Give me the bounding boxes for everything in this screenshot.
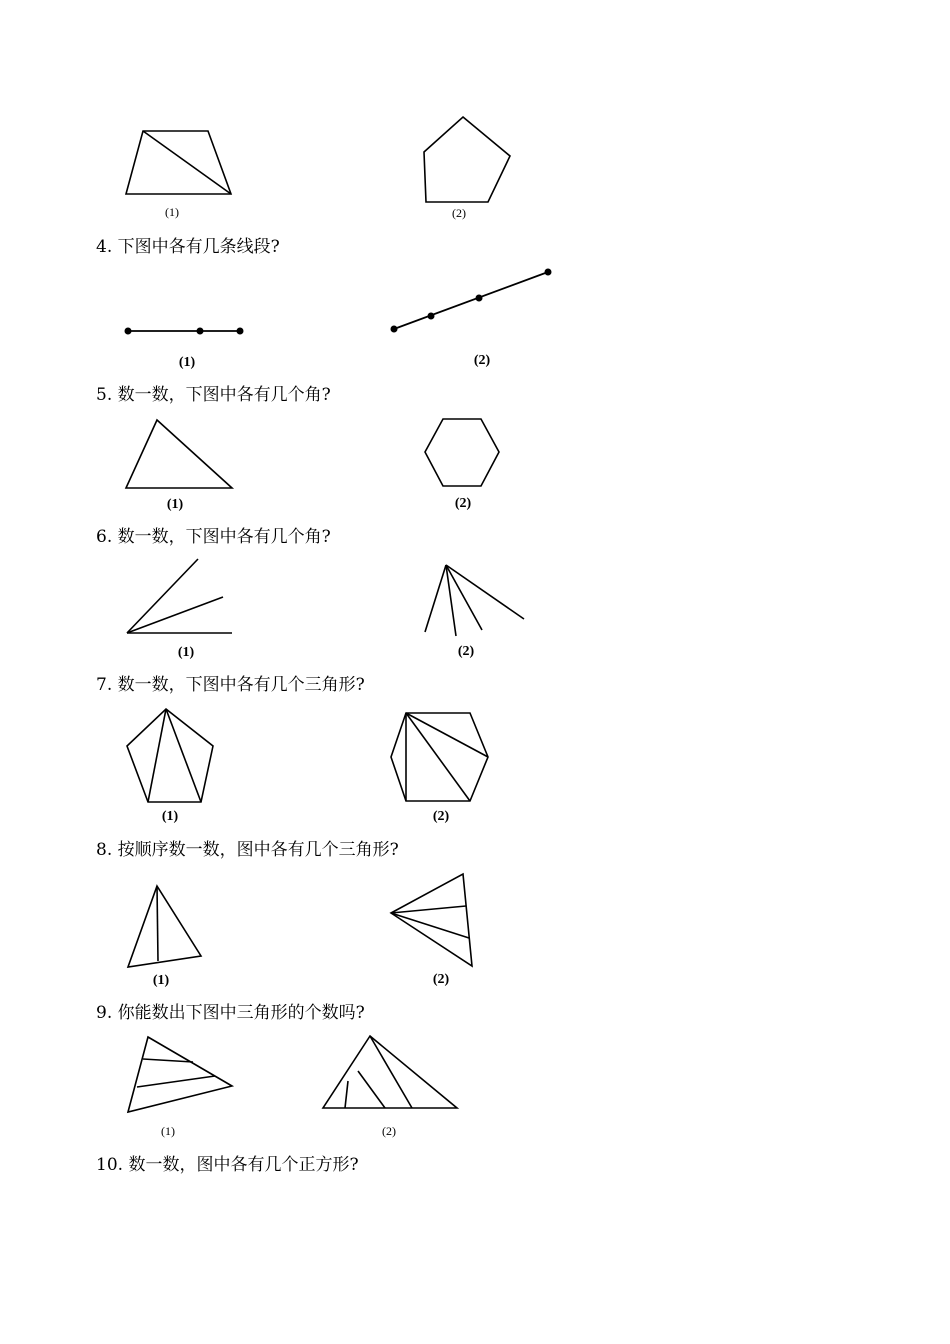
label-1: (1) <box>161 1124 175 1138</box>
label-2: (2) <box>452 206 466 220</box>
label-2: (2) <box>454 496 472 511</box>
figure-row-q6 <box>0 552 950 664</box>
label-2: (2) <box>432 809 450 824</box>
label-1: (1) <box>152 973 170 988</box>
hexagon <box>425 419 499 486</box>
question-9: 9. 你能数出下图中三角形的个数吗? <box>96 1003 365 1023</box>
figure-row-q3 <box>0 110 950 225</box>
angle-ray <box>127 597 223 633</box>
label-1: (1) <box>161 809 179 824</box>
label-1: (1) <box>177 645 195 660</box>
question-5: 5. 数一数，下图中各有几个角? <box>96 385 331 405</box>
question-10: 10. 数一数，图中各有几个正方形? <box>96 1155 359 1175</box>
figure-row-q4 <box>0 262 950 372</box>
label-2: (2) <box>382 1124 396 1138</box>
label-2: (2) <box>457 644 475 659</box>
question-6: 6. 数一数，下图中各有几个角? <box>96 527 331 547</box>
angle-ray <box>127 559 198 633</box>
angle-ray <box>446 565 482 630</box>
label-1: (1) <box>165 205 179 219</box>
triangle-with-inner-lines <box>323 1036 457 1108</box>
figure-row-q9 <box>0 1030 950 1145</box>
triangle-with-parallel-lines <box>128 1037 232 1112</box>
pentagon-with-diagonals <box>127 709 213 802</box>
figure-row-q8 <box>0 868 950 993</box>
label-2: (2) <box>432 972 450 987</box>
figure-row-q5 <box>0 412 950 517</box>
triangle <box>126 420 232 488</box>
triangle-fan <box>391 874 472 966</box>
trapezoid-with-diagonal <box>126 131 231 194</box>
angle-ray <box>446 565 524 619</box>
question-7: 7. 数一数，下图中各有几个三角形? <box>96 675 365 695</box>
triangle-with-median <box>128 886 201 967</box>
label-2: (2) <box>473 353 491 368</box>
angle-ray <box>425 565 446 632</box>
label-1: (1) <box>178 355 196 370</box>
pentagon <box>424 117 510 202</box>
label-1: (1) <box>166 497 184 512</box>
question-8: 8. 按顺序数一数，图中各有几个三角形? <box>96 840 399 860</box>
figure-row-q7 <box>0 702 950 827</box>
question-4: 4. 下图中各有几条线段? <box>96 237 280 257</box>
